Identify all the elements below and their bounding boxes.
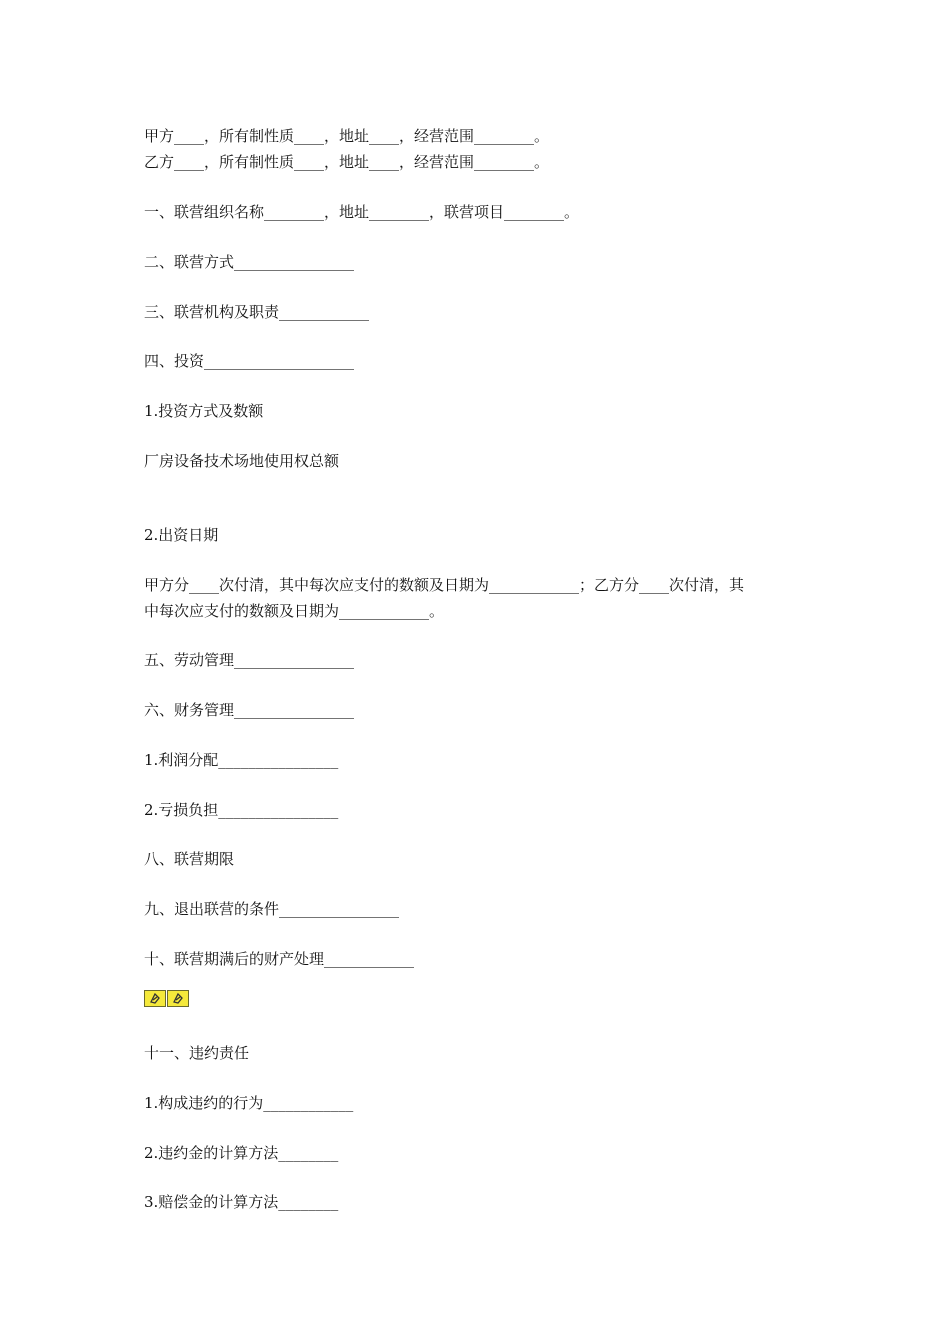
penalty-calculation-item: 2.违约金的计算方法________ (144, 1144, 339, 1162)
section-11-liability: 十一、违约责任 (144, 1044, 250, 1062)
contribution-date-item: 2.出资日期 (144, 526, 219, 544)
breach-behavior-item: 1.构成违约的行为____________ (144, 1094, 354, 1112)
link-icon[interactable] (167, 990, 189, 1007)
loss-bearing-item: 2.亏损负担________________ (144, 801, 339, 819)
investment-method-item: 1.投资方式及数额 (144, 402, 264, 420)
investment-assets-line: 厂房设备技术场地使用权总额 (144, 452, 340, 470)
compensation-calculation-item: 3.赔偿金的计算方法________ (144, 1193, 339, 1211)
section-5-labor: 五、劳动管理________________ (144, 651, 355, 669)
section-2-method: 二、联营方式________________ (144, 253, 355, 271)
profit-distribution-item: 1.利润分配________________ (144, 751, 339, 769)
section-1-organization: 一、联营组织名称________，地址________，联营项目________。 (144, 203, 580, 221)
embedded-icons (144, 990, 189, 1007)
payment-terms-line-1: 甲方分____次付清，其中每次应支付的数额及日期为____________；乙方分____次付清，其 (144, 576, 745, 594)
link-icon[interactable] (144, 990, 166, 1007)
section-9-withdrawal: 九、退出联营的条件________________ (144, 900, 400, 918)
section-4-investment: 四、投资____________________ (144, 352, 355, 370)
section-10-property: 十、联营期满后的财产处理____________ (144, 950, 415, 968)
section-3-institution: 三、联营机构及职责____________ (144, 303, 370, 321)
section-6-finance: 六、财务管理________________ (144, 701, 355, 719)
party-a-line: 甲方____，所有制性质____，地址____，经营范围________。 (144, 127, 550, 145)
section-8-term: 八、联营期限 (144, 850, 235, 868)
payment-terms-line-2: 中每次应支付的数额及日期为____________。 (144, 602, 445, 620)
party-b-line: 乙方____，所有制性质____，地址____，经营范围________。 (144, 153, 550, 171)
